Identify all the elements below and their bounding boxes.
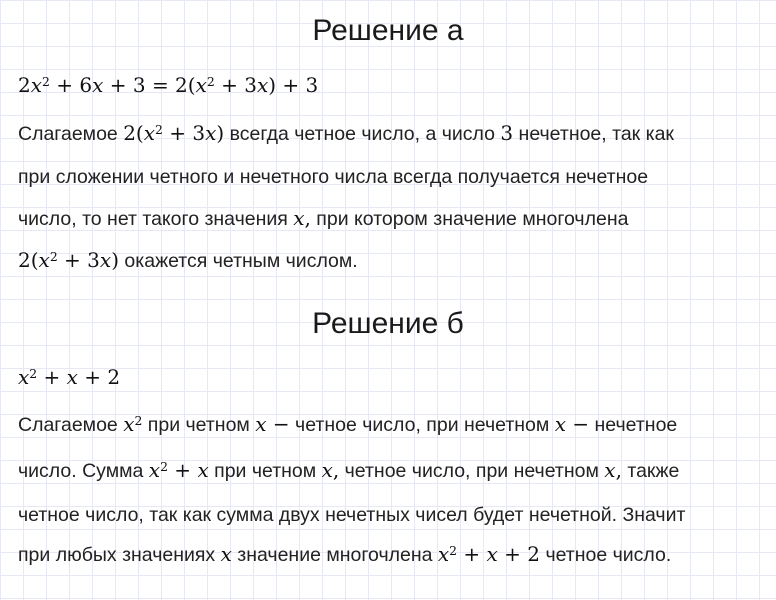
section-a-line-3: число, то нет такого значения x, при котором значение многочлена — [18, 206, 629, 230]
section-a-line-2: при сложении четного и нечетного числа всегда получается нечетное — [18, 166, 649, 188]
section-a-formula: $2x^2 + 6x + 3 = 2(x^2 + 3x) + 3$ — [18, 73, 319, 97]
section-b-line-1: Слагаемое $x^2$ при четном x − четное число, при нечетном x − нечетное — [18, 412, 678, 436]
section-a-line-1: Слагаемое $2(x^2 + 3x)$ всегда четное число, а число 3 нечетное, так как — [18, 121, 674, 145]
section-b-line-4: при любых значениях x значение многочлена $x^2 + x + 2$ четное число. — [18, 542, 672, 566]
section-b-title: Решение б — [312, 307, 464, 340]
section-a-line-4: $2(x^2 + 3x)$ окажется четным числом. — [18, 248, 358, 272]
section-b-line-2: число. Сумма $x^2 + x$ при четном x, четное число, при нечетном x, также — [18, 458, 680, 482]
section-b-line-3: четное число, так как сумма двух нечетных чисел будет нечетной. Значит — [18, 504, 686, 526]
section-a-title: Решение а — [312, 14, 464, 47]
section-b-formula: $x^2 + x + 2$ — [18, 365, 121, 389]
